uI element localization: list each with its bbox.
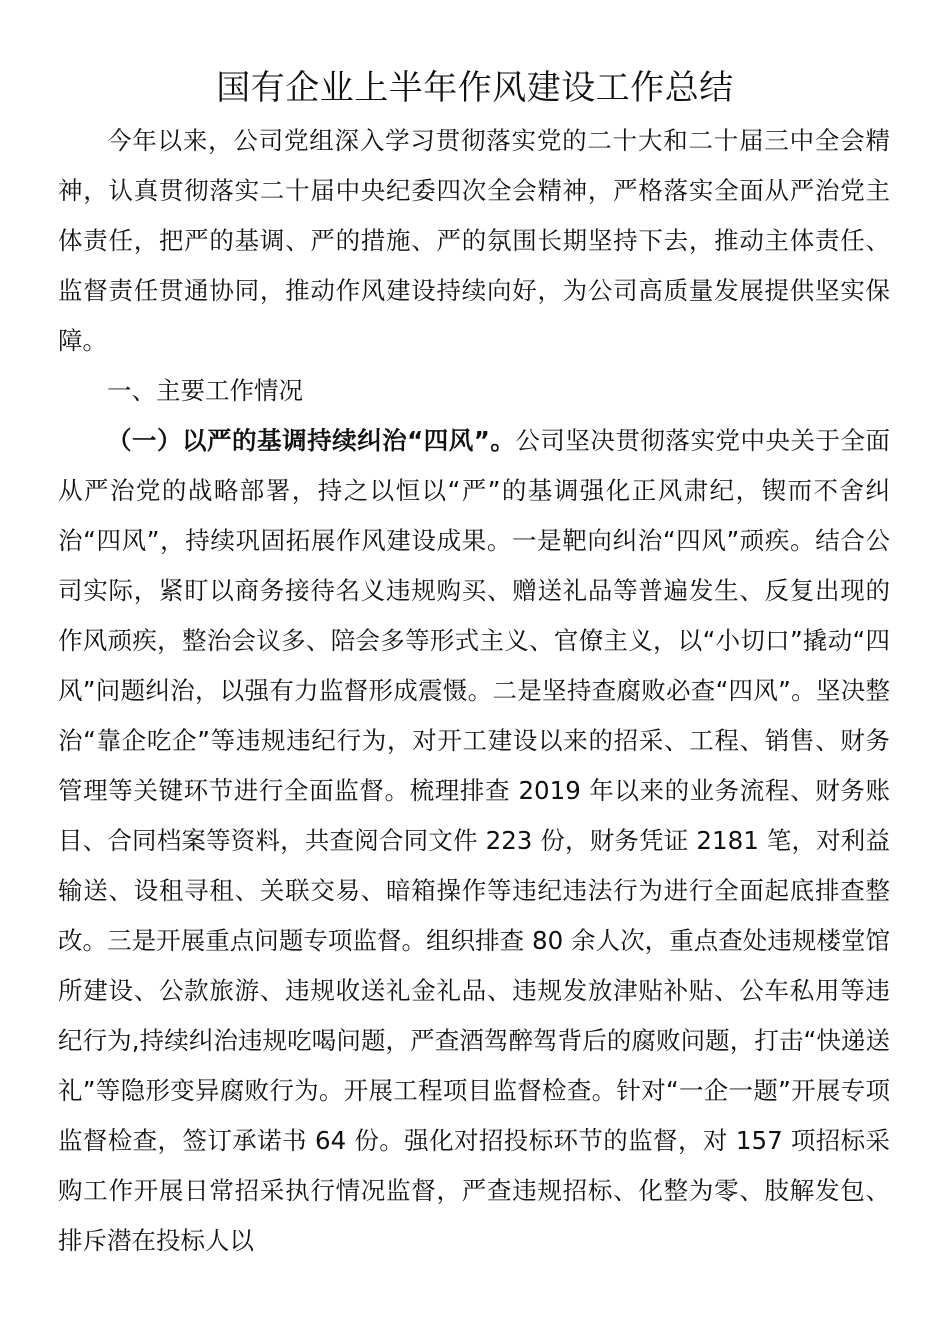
subsection-paragraph (58, 416, 890, 1266)
section-heading: 一、主要工作情况 (107, 376, 303, 405)
subsection-heading: （一）以严的基调持续纠治“四风”。 (107, 426, 516, 455)
document-title: 国有企业上半年作风建设工作总结 (216, 68, 734, 108)
document-body (58, 116, 890, 1266)
intro-paragraph: 今年以来，公司党组深入学习贯彻落实党的二十大和二十届三中全会精神，认真贯彻落实二十届中央纪委四次全会精神，严格落实全面从严治党主体责任，把严的基调、严的措施、严的氛围长期坚持下去，推动主体责任、监督责任贯通协同，推动作风建设持续向好，为公司高质量发展提供坚实保障。 (58, 126, 890, 355)
subsection-text: 公司坚决贯彻落实党中央关于全面从严治党的战略部署，持之以恒以“严”的基调强化正风肃纪，锲而不舍纠治“四风”，持续巩固拓展作风建设成果。一是靶向纠治“四风”顽疾。结合公司实际，紧盯以商务接待名义违规购买、赠送礼品等普遍发生、反复出现的作风顽疾，整治会议多、陪会多等形式主义、官僚主义，以“小切口”撬动“四风”问题纠治，以强有力监督形成震慑。二是坚持查腐败必查“四风”。坚决整治“靠企吃企”等违规违纪行为，对开工建设以来的招采、工程、销售、财务管理等关键环节进行全面监督。梳理排查 2019 年以来的业务流程、财务账目、合同档案等资料，共查阅合同文件 223 份，财务凭证 2181 笔，对利益输送、设租寻租、关联交易、暗箱操作等违纪违法行为进行全面起底排查整改。三是开展重点问题专项监督。组织排查 80 余人次，重点查处违规楼堂馆所建设、公款旅游、违规收送礼金礼品、违规发放津贴补贴、公车私用等违纪行为,持续纠治违规吃喝问题，严查酒驾醉驾背后的腐败问题，打击“快递送礼”等隐形变异腐败行为。开展工程项目监督检查。针对“一企一题”开展专项监督检查，签订承诺书 64 份。强化对招投标环节的监督，对 157 项招标采购工作开展日常招采执行情况监督，严查违规招标、化整为零、肢解发包、排斥潜在投标人以 (58, 426, 891, 1255)
